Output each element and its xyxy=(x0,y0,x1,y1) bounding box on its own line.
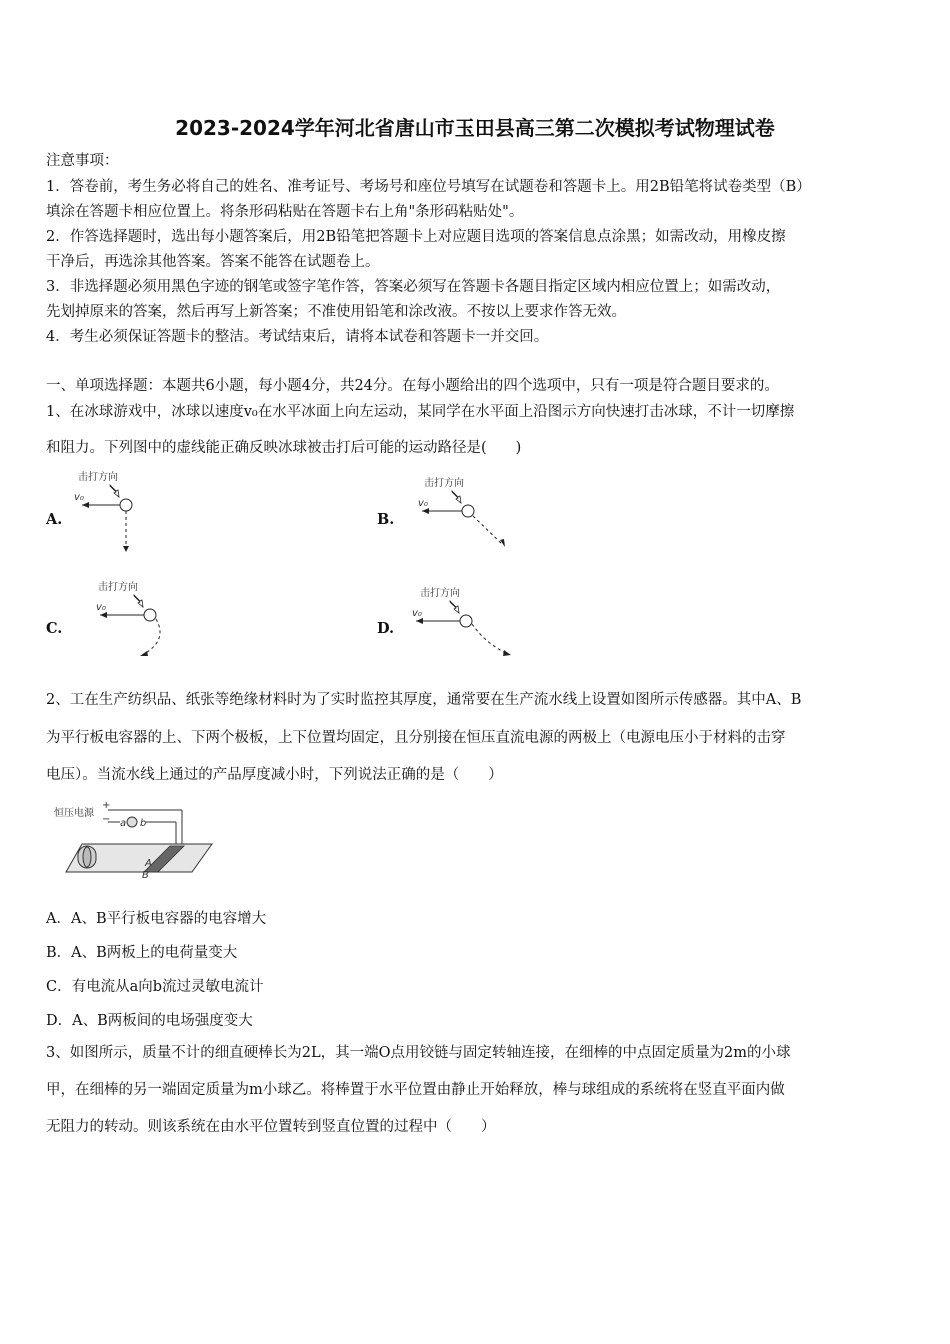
q2-option-b: B．A、B两板上的电荷量变大 xyxy=(46,945,238,961)
q2-option-c: C．有电流从a向b流过灵敏电流计 xyxy=(46,979,264,995)
velocity-label: v₀ xyxy=(96,602,106,613)
section-heading: 一、单项选择题：本题共6小题，每小题4分，共24分。在每小题给出的四个选项中，只有一项是符合题目要求的。 xyxy=(46,378,779,394)
notice-line: 2．作答选择题时，选出每小题答案后，用2B铅笔把答题卡上对应题目选项的答案信息点涂黑；如需改动，用橡皮擦 xyxy=(46,229,786,245)
question-3-text: 甲，在细棒的另一端固定质量为m小球乙。将棒置于水平位置由静止开始释放，棒与球组成的系统将在竖直平面内做 xyxy=(46,1082,785,1098)
q1-option-d-figure xyxy=(406,582,516,662)
notice-line: 填涂在答题卡相应位置上。将条形码粘贴在答题卡右上角"条形码粘贴处"。 xyxy=(46,204,524,220)
page-title: 2023-2024学年河北省唐山市玉田县高三第二次模拟考试物理试卷 xyxy=(175,116,775,140)
plate-b-label: B xyxy=(142,870,149,881)
svg-text:−: − xyxy=(102,814,111,825)
notice-line: 1．答卷前，考生务必将自己的姓名、准考证号、考场号和座位号填写在试题卷和答题卡上。用2B铅笔将试卷类型（B） xyxy=(46,179,811,195)
strike-direction-label: 击打方向 xyxy=(78,472,118,483)
question-2-text: 电压）。当流水线上通过的产品厚度减小时，下列说法正确的是（ ） xyxy=(46,767,503,783)
question-2-text: 2、工在生产纺织品、纸张等绝缘材料时为了实时监控其厚度，通常要在生产流水线上设置如图所示传感器。其中A、B xyxy=(46,692,802,708)
strike-direction-label: 击打方向 xyxy=(420,588,460,599)
notice-line: 3．非选择题必须用黑色字迹的钢笔或签字笔作答，答案必须写在答题卡各题目指定区域内相应位置上；如需改动， xyxy=(46,279,781,295)
q1-option-c-figure xyxy=(92,576,182,662)
velocity-label: v₀ xyxy=(74,492,84,503)
question-1-text: 和阻力。下列图中的虚线能正确反映冰球被击打后可能的运动路径是( ) xyxy=(46,440,522,456)
question-2-text: 为平行板电容器的上、下两个极板，上下位置均固定，且分别接在恒压直流电源的两极上（电源电压小于材料的击穿 xyxy=(46,730,786,746)
q2-sensor-figure xyxy=(52,800,222,880)
question-3-text: 无阻力的转动。则该系统在由水平位置转到竖直位置的过程中（ ） xyxy=(46,1119,496,1135)
question-1-text: 1、在冰球游戏中，冰球以速度v₀在水平冰面上向左运动，某同学在水平面上沿图示方向快速打击冰球，不计一切摩擦 xyxy=(46,404,795,420)
q1-option-b-label: B. xyxy=(377,511,395,528)
velocity-label: v₀ xyxy=(418,498,428,509)
terminal-b-label: b xyxy=(140,818,147,829)
q1-option-a-label: A. xyxy=(46,511,63,528)
svg-text:+: + xyxy=(102,800,111,811)
terminal-a-label: a xyxy=(120,818,127,829)
power-source-label: 恒压电源 xyxy=(54,808,94,819)
q2-option-d: D．A、B两板间的电场强度变大 xyxy=(46,1013,253,1029)
q1-option-d-label: D. xyxy=(377,620,395,637)
plate-a-label: A xyxy=(145,858,152,869)
notice-line: 先划掉原来的答案，然后再写上新答案；不准使用铅笔和涂改液。不按以上要求作答无效。 xyxy=(46,304,626,320)
notice-line: 干净后，再选涂其他答案。答案不能答在试题卷上。 xyxy=(46,254,380,270)
notice-heading: 注意事项： xyxy=(46,153,119,169)
strike-direction-label: 击打方向 xyxy=(424,478,464,489)
notice-line: 4．考生必须保证答题卡的整洁。考试结束后，请将本试卷和答题卡一并交回。 xyxy=(46,329,549,345)
question-3-text: 3、如图所示，质量不计的细直硬棒长为2L，其一端O点用铰链与固定转轴连接，在细棒的中点固定质量为2m的小球 xyxy=(46,1045,791,1061)
q1-option-a-figure xyxy=(70,466,160,558)
velocity-label: v₀ xyxy=(412,608,422,619)
q1-option-c-label: C. xyxy=(46,620,63,637)
q1-option-b-figure xyxy=(410,472,520,552)
strike-direction-label: 击打方向 xyxy=(98,582,138,593)
q2-option-a: A．A、B平行板电容器的电容增大 xyxy=(46,911,267,927)
